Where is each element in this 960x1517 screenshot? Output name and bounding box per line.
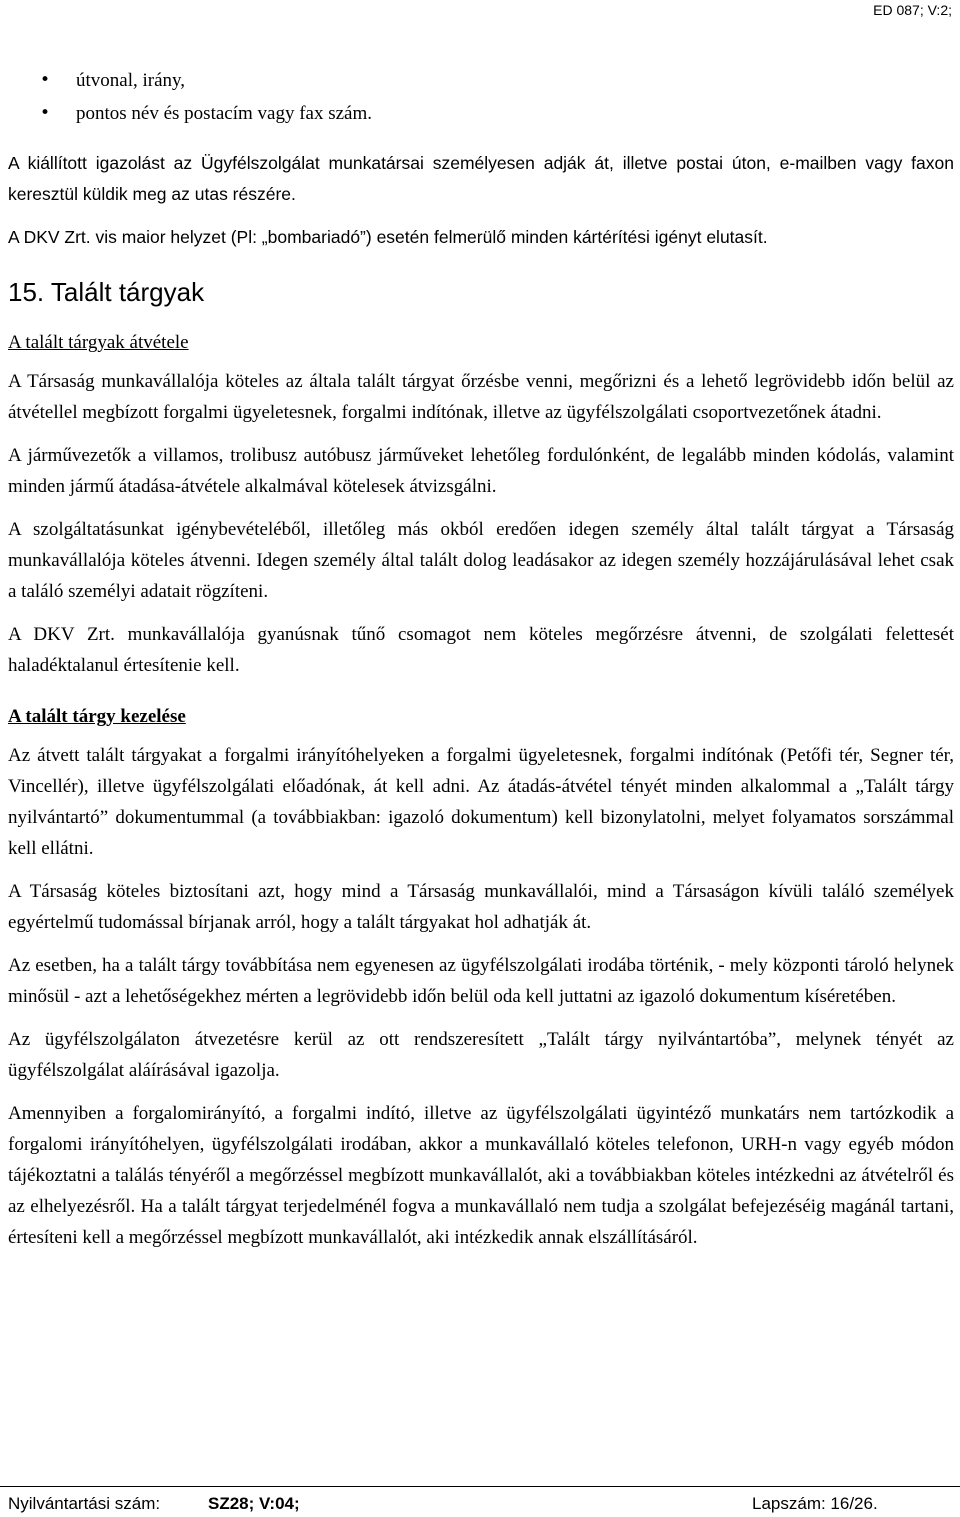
page-number: Lapszám: 16/26. <box>752 1494 878 1513</box>
bullet-list <box>8 64 954 130</box>
list-item: • útvonal, irány, <box>8 64 954 97</box>
paragraph: Az esetben, ha a talált tárgy továbbítása nem egyenesen az ügyfélszolgálati irodába történik, - mely központi tároló helynek minősül - azt a lehetőségekhez mérten a legrövidebb időn belül oda kell juttatni az igazoló dokumentum kíséretében. <box>8 955 954 1007</box>
section-heading: 15. Talált tárgyak <box>8 277 205 307</box>
paragraph: A Társaság munkavállalója köteles az általa talált tárgyat őrzésbe venni, megőrizni és a lehető legrövidebb időn belül az átvétellel megbízott forgalmi ügyeletesnek, forgalmi indítónak, illetve az ügyfélszolgálati csoportvezetőnek átadni. <box>8 371 954 423</box>
paragraph: A Társaság köteles biztosítani azt, hogy mind a Társaság munkavállalói, mind a Társaságon kívüli találó személyek egyértelmű tudomással bírjanak arról, hogy a talált tárgyakat hol adhatják át. <box>8 881 954 933</box>
page-footer <box>0 1486 960 1517</box>
subsection-heading: A talált tárgy kezelése <box>8 706 186 727</box>
document-body <box>8 64 954 1265</box>
paragraph: A járművezetők a villamos, trolibusz autóbusz járműveket lehetőleg fordulónként, de legalább minden kódolás, valamint minden jármű átadása-átvétele alkalmával kötelesek átvizsgálni. <box>8 445 954 497</box>
paragraph: A kiállított igazolást az Ügyfélszolgálat munkatársai személyesen adják át, illetve postai úton, e-mailben vagy faxon keresztül küldik meg az utas részére. <box>8 153 954 204</box>
paragraph: Az átvett talált tárgyakat a forgalmi irányítóhelyeken a forgalmi ügyeletesnek, forgalmi indítónak (Petőfi tér, Segner tér, Vincellér), illetve ügyfélszolgálati előadónak, át kell adni. Az átadás-átvétel tényét minden alkalommal a „Talált tárgy nyilvántartó” dokumentummal (a továbbiakban: igazoló dokumentum) kell bizonylatolni, melyet folyamatos sorszámmal kell ellátni. <box>8 745 954 859</box>
list-item: • pontos név és postacím vagy fax szám. <box>8 97 954 130</box>
subsection-heading: A talált tárgyak átvétele <box>8 332 189 353</box>
registry-number: SZ28; V:04; <box>208 1494 300 1513</box>
paragraph: Amennyiben a forgalomirányító, a forgalmi indító, illetve az ügyfélszolgálati ügyintéző munkatárs nem tartózkodik a forgalomi irányítóhelyen, ügyfélszolgálati irodában, akkor a munkavállaló köteles telefonon, URH-n vagy egyéb módon tájékoztatni a találás tényéről a megőrzéssel megbízott munkavállalót, aki a továbbiakban köteles intézkedni az átvételről és az elhelyezésről. Ha a talált tárgyat terjedelménél fogva a munkavállaló nem tudja a szolgálat befejezéséig magánál tartani, értesíteni kell a megőrzéssel megbízott munkavállalót, aki intézkedik annak elszállításáról. <box>8 1103 954 1248</box>
registry-label: Nyilvántartási szám: <box>8 1494 161 1513</box>
document-code: ED 087; V:2; <box>873 2 952 18</box>
paragraph: A DKV Zrt. munkavállalója gyanúsnak tűnő csomagot nem köteles megőrzésre átvenni, de szolgálati felettesét haladéktalanul értesítenie kell. <box>8 624 954 676</box>
paragraph: Az ügyfélszolgálaton átvezetésre kerül az ott rendszeresített „Talált tárgy nyilvántartóba”, melynek tényét az ügyfélszolgálat aláírásával igazolja. <box>8 1029 954 1081</box>
paragraph: A szolgáltatásunkat igénybevételéből, illetőleg más okból eredően idegen személy által talált tárgyat a Társaság munkavállalója köteles átvenni. Idegen személy által talált dolog leadásakor az idegen személy hozzájárulásával lehet csak a találó személyi adatait rögzíteni. <box>8 519 954 602</box>
paragraph: A DKV Zrt. vis maior helyzet (Pl: „bombariadó”) esetén felmerülő minden kártérítési igényt elutasít. <box>8 227 768 247</box>
